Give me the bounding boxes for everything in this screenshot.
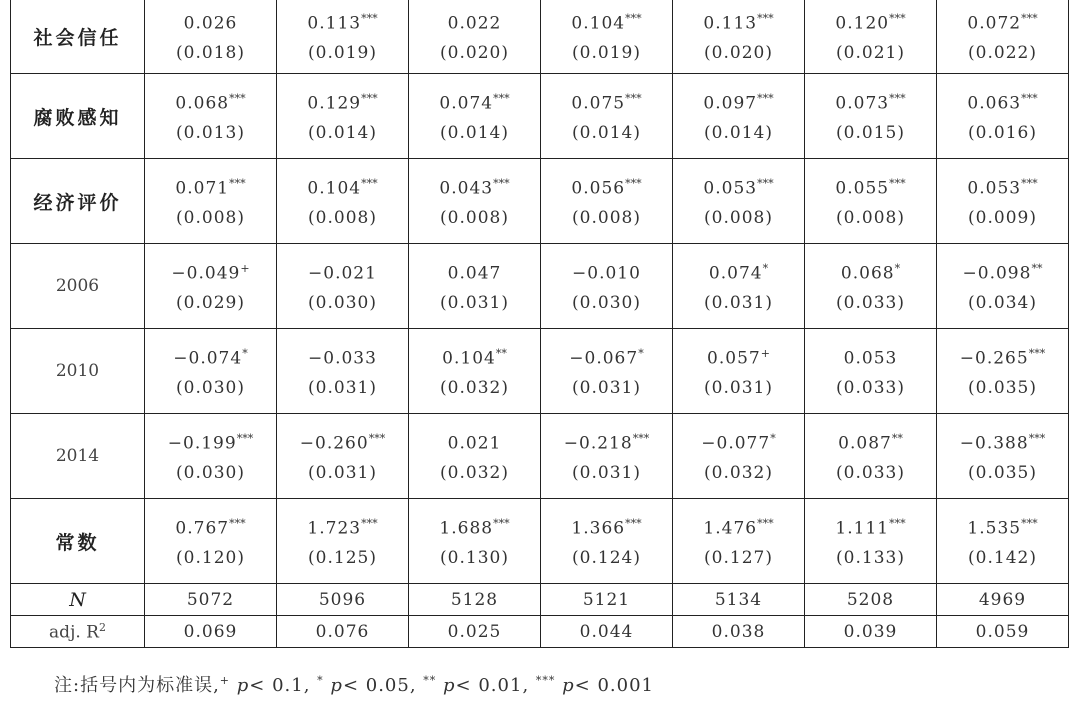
sig-stars: * (638, 347, 644, 361)
estimate: 0.129*** (307, 92, 378, 114)
sig-stars: * (762, 262, 769, 276)
std-error: (0.033) (836, 462, 905, 483)
estimate: 1.535*** (967, 517, 1038, 539)
coef-cell (145, 414, 277, 499)
note-threshold: < 0.001 (574, 675, 654, 696)
estimate: −0.098** (962, 262, 1043, 284)
estimate: −0.199*** (167, 432, 254, 454)
coef-cell (541, 414, 673, 499)
row-label: 2010 (11, 329, 145, 414)
regression-table (10, 0, 1069, 648)
std-error: (0.033) (836, 377, 905, 398)
coef-cell (145, 0, 277, 74)
std-error: (0.008) (836, 207, 905, 228)
std-error: (0.008) (308, 207, 377, 228)
sig-stars: *** (889, 517, 906, 531)
estimate: 0.113*** (307, 12, 378, 34)
note-mark: *** (535, 674, 556, 687)
note-p: p (236, 675, 250, 696)
sig-stars: *** (625, 12, 642, 26)
std-error: (0.008) (176, 207, 245, 228)
sig-stars: *** (757, 92, 774, 106)
std-error: (0.008) (572, 207, 641, 228)
row-label: 经济评价 (11, 159, 145, 244)
sig-stars: ** (1031, 262, 1043, 276)
sig-stars: + (240, 262, 250, 276)
std-error: (0.022) (968, 42, 1037, 63)
estimate: 1.688*** (439, 517, 510, 539)
std-error: (0.032) (704, 462, 773, 483)
note-threshold: < 0.01 (455, 675, 523, 696)
estimate: −0.074* (173, 347, 248, 369)
sig-stars: *** (1028, 432, 1046, 446)
std-error: (0.031) (704, 377, 773, 398)
estimate: 0.068*** (175, 92, 246, 114)
std-error: (0.014) (440, 122, 509, 143)
estimate: 0.097*** (703, 92, 774, 114)
coef-cell (937, 244, 1069, 329)
regression-table-body (11, 0, 1069, 648)
sig-stars: *** (229, 177, 246, 191)
table-row (11, 244, 1069, 329)
sig-stars: *** (229, 92, 246, 106)
std-error: (0.124) (572, 547, 641, 568)
sig-stars: *** (757, 177, 774, 191)
sig-stars: *** (1021, 12, 1038, 26)
coef-cell (937, 499, 1069, 584)
std-error: (0.031) (308, 377, 377, 398)
coef-cell (409, 159, 541, 244)
sig-stars: *** (625, 92, 642, 106)
estimate: 0.063*** (967, 92, 1038, 114)
table-note: 注:括号内为标准误,+ p< 0.1, * p< 0.05, ** p< 0.01, *** p< 0.001 (54, 674, 654, 696)
estimate: 0.043*** (439, 177, 510, 199)
sig-stars: *** (361, 12, 378, 26)
std-error: (0.021) (836, 42, 905, 63)
table-row (11, 499, 1069, 584)
sig-stars: *** (493, 517, 510, 531)
n-value: 5128 (409, 584, 541, 616)
std-error: (0.127) (704, 547, 773, 568)
sig-stars: + (760, 347, 770, 361)
std-error: (0.018) (176, 42, 245, 63)
coef-cell (409, 0, 541, 74)
sig-stars: *** (757, 517, 774, 531)
estimate: −0.021 (308, 263, 377, 284)
std-error: (0.014) (572, 122, 641, 143)
estimate: 1.723*** (307, 517, 378, 539)
row-label: 常数 (11, 499, 145, 584)
coef-cell (805, 414, 937, 499)
estimate: 1.111*** (835, 517, 906, 539)
note-threshold: < 0.1 (249, 675, 304, 696)
estimate: 0.113*** (703, 12, 774, 34)
note-prefix: 注:括号内为标准误, (54, 675, 220, 696)
coef-cell (277, 244, 409, 329)
estimate: 0.056*** (571, 177, 642, 199)
estimate: 1.366*** (571, 517, 642, 539)
std-error: (0.120) (176, 547, 245, 568)
estimate: 0.075*** (571, 92, 642, 114)
estimate: 0.053*** (703, 177, 774, 199)
coef-cell (673, 414, 805, 499)
coef-cell (805, 499, 937, 584)
estimate: 0.021 (447, 433, 502, 454)
note-mark: * (317, 674, 324, 687)
sig-stars: *** (1028, 347, 1046, 361)
coef-cell (805, 74, 937, 159)
std-error: (0.030) (176, 377, 245, 398)
std-error: (0.133) (836, 547, 905, 568)
coef-cell (673, 499, 805, 584)
std-error: (0.031) (440, 292, 509, 313)
coef-cell (409, 414, 541, 499)
std-error: (0.029) (176, 292, 245, 313)
coef-cell (409, 329, 541, 414)
coef-cell (277, 74, 409, 159)
coef-cell (145, 74, 277, 159)
coef-cell (937, 0, 1069, 74)
r2-value: 0.044 (541, 616, 673, 648)
coef-cell (277, 414, 409, 499)
coef-cell (673, 159, 805, 244)
std-error: (0.015) (836, 122, 905, 143)
n-value: 5072 (145, 584, 277, 616)
estimate: −0.260*** (299, 432, 386, 454)
estimate: −0.010 (572, 263, 641, 284)
std-error: (0.020) (440, 42, 509, 63)
row-label-r2: adj. $R^2$ (11, 616, 145, 648)
std-error: (0.035) (968, 377, 1037, 398)
estimate: 0.104*** (571, 12, 642, 34)
sig-stars: *** (889, 12, 906, 26)
sig-stars: *** (229, 517, 246, 531)
sig-stars: *** (889, 177, 906, 191)
coef-cell (541, 159, 673, 244)
std-error: (0.030) (308, 292, 377, 313)
std-error: (0.032) (440, 377, 509, 398)
estimate: 0.026 (183, 13, 238, 34)
coef-cell (805, 244, 937, 329)
r2-value: 0.038 (673, 616, 805, 648)
sig-stars: *** (361, 177, 378, 191)
estimate: 0.055*** (835, 177, 906, 199)
estimate: 0.087** (838, 432, 903, 454)
coef-cell (277, 499, 409, 584)
std-error: (0.033) (836, 292, 905, 313)
n-value: 5096 (277, 584, 409, 616)
sig-stars: *** (1021, 517, 1038, 531)
coef-cell (673, 0, 805, 74)
sig-stars: *** (625, 177, 642, 191)
coef-cell (673, 244, 805, 329)
coef-cell (673, 329, 805, 414)
estimate: 0.104** (442, 347, 507, 369)
coef-cell (937, 74, 1069, 159)
std-error: (0.008) (704, 207, 773, 228)
table-row (11, 159, 1069, 244)
std-error: (0.130) (440, 547, 509, 568)
table-row (11, 74, 1069, 159)
row-label: 2014 (11, 414, 145, 499)
std-error: (0.013) (176, 122, 245, 143)
note-mark: ** (423, 674, 437, 687)
std-error: (0.031) (572, 377, 641, 398)
coef-cell (277, 329, 409, 414)
sig-stars: *** (889, 92, 906, 106)
coef-cell (277, 0, 409, 74)
sig-stars: * (770, 432, 776, 446)
r2-value: 0.039 (805, 616, 937, 648)
r2-value: 0.025 (409, 616, 541, 648)
sig-stars: * (894, 262, 901, 276)
std-error: (0.031) (704, 292, 773, 313)
sig-stars: *** (632, 432, 650, 446)
estimate: −0.265*** (959, 347, 1046, 369)
coef-cell (673, 74, 805, 159)
coef-cell (937, 414, 1069, 499)
estimate: 0.767*** (175, 517, 246, 539)
estimate: −0.033 (308, 348, 377, 369)
r2-value: 0.076 (277, 616, 409, 648)
note-mark: + (219, 674, 231, 687)
estimate: 0.072*** (967, 12, 1038, 34)
estimate: 0.074* (708, 262, 769, 284)
estimate: 0.047 (447, 263, 502, 284)
estimate: 0.022 (447, 13, 502, 34)
note-p: p (562, 675, 575, 696)
sig-stars: *** (493, 177, 510, 191)
coef-cell (145, 499, 277, 584)
r2-value: 0.059 (937, 616, 1069, 648)
table-row (11, 0, 1069, 74)
sig-stars: *** (236, 432, 254, 446)
sig-stars: ** (495, 347, 507, 361)
coef-cell (145, 159, 277, 244)
std-error: (0.008) (440, 207, 509, 228)
sig-stars: ** (891, 432, 903, 446)
sig-stars: *** (368, 432, 386, 446)
estimate: 0.074*** (439, 92, 510, 114)
table-row (11, 329, 1069, 414)
n-value: 5134 (673, 584, 805, 616)
n-value: 4969 (937, 584, 1069, 616)
std-error: (0.031) (308, 462, 377, 483)
note-p: p (443, 675, 456, 696)
coef-cell (541, 0, 673, 74)
note-p: p (330, 675, 343, 696)
std-error: (0.142) (968, 547, 1037, 568)
std-error: (0.019) (308, 42, 377, 63)
estimate: 0.071*** (175, 177, 246, 199)
note-threshold: < 0.05 (342, 675, 410, 696)
table-row (11, 414, 1069, 499)
std-error: (0.125) (308, 547, 377, 568)
sig-stars: *** (493, 92, 510, 106)
estimate: 0.057+ (707, 347, 770, 369)
sig-stars: *** (625, 517, 642, 531)
estimate: 0.073*** (835, 92, 906, 114)
estimate: −0.049+ (171, 262, 250, 284)
coef-cell (805, 0, 937, 74)
sig-stars: * (242, 347, 248, 361)
sig-stars: *** (1021, 92, 1038, 106)
sig-stars: *** (361, 92, 378, 106)
std-error: (0.034) (968, 292, 1037, 313)
coef-cell (541, 74, 673, 159)
n-value: 5121 (541, 584, 673, 616)
estimate: −0.388*** (959, 432, 1046, 454)
std-error: (0.030) (176, 462, 245, 483)
estimate: 0.104*** (307, 177, 378, 199)
estimate: 0.120*** (835, 12, 906, 34)
coef-cell (541, 499, 673, 584)
coef-cell (145, 329, 277, 414)
estimate: −0.218*** (563, 432, 650, 454)
table-row-r2 (11, 616, 1069, 648)
std-error: (0.031) (572, 462, 641, 483)
estimate: −0.077* (701, 432, 776, 454)
coef-cell (409, 499, 541, 584)
coef-cell (145, 244, 277, 329)
std-error: (0.032) (440, 462, 509, 483)
sig-stars: *** (757, 12, 774, 26)
row-label-n: N (11, 584, 145, 616)
std-error: (0.019) (572, 42, 641, 63)
estimate: 0.053 (843, 348, 898, 369)
coef-cell (541, 329, 673, 414)
coef-cell (541, 244, 673, 329)
coef-cell (937, 159, 1069, 244)
std-error: (0.014) (308, 122, 377, 143)
coef-cell (409, 244, 541, 329)
std-error: (0.014) (704, 122, 773, 143)
estimate: 1.476*** (703, 517, 774, 539)
n-value: 5208 (805, 584, 937, 616)
std-error: (0.020) (704, 42, 773, 63)
estimate: 0.068* (840, 262, 901, 284)
std-error: (0.016) (968, 122, 1037, 143)
coef-cell (409, 74, 541, 159)
sig-stars: *** (361, 517, 378, 531)
std-error: (0.030) (572, 292, 641, 313)
table-row-n (11, 584, 1069, 616)
sig-stars: *** (1021, 177, 1038, 191)
std-error: (0.009) (968, 207, 1037, 228)
coef-cell (805, 159, 937, 244)
row-label: 腐败感知 (11, 74, 145, 159)
coef-cell (277, 159, 409, 244)
r2-value: 0.069 (145, 616, 277, 648)
estimate: 0.053*** (967, 177, 1038, 199)
estimate: −0.067* (569, 347, 644, 369)
coef-cell (937, 329, 1069, 414)
row-label: 社会信任 (11, 0, 145, 74)
row-label: 2006 (11, 244, 145, 329)
std-error: (0.035) (968, 462, 1037, 483)
coef-cell (805, 329, 937, 414)
